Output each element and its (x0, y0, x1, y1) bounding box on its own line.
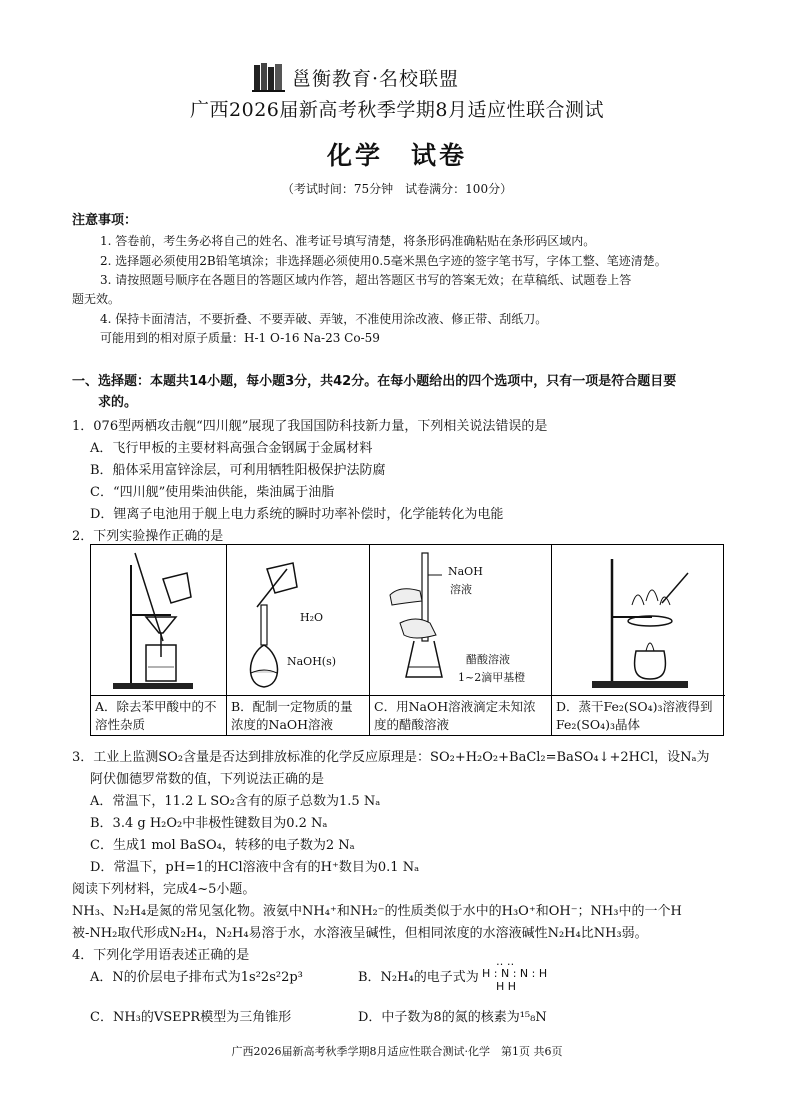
q3-stem-2: 阿伏伽德罗常数的值，下列说法正确的是 (90, 772, 325, 787)
q2-cell-d (552, 545, 725, 735)
q4-option-c: C．NH₃的VSEPR模型为三角锥形 (90, 1010, 292, 1025)
q3-option-b: B．3.4 g H₂O₂中非极性键数目为0.2 Nₐ (90, 816, 328, 831)
q4-option-d: D．中子数为8的氮的核素为¹⁵₈N (358, 1010, 547, 1025)
section-title: 一、选择题：本题共14小题，每小题3分，共42分。在每小题给出的四个选项中，只有一项是符合题目要 (72, 374, 677, 389)
q4-option-a: A．N的价层电子排布式为1s²2s²2p³ (90, 970, 303, 985)
q3-option-a: A．常温下，11.2 L SO₂含有的原子总数为1.5 Nₐ (90, 794, 381, 809)
notice-title: 注意事项： (72, 213, 138, 228)
q2-caption-b: B．配制一定物质的量浓度的NaOH溶液 (227, 695, 369, 737)
q4-stem: 4．下列化学用语表述正确的是 (72, 948, 250, 963)
electron-formula-bottom: H H (496, 980, 517, 993)
acetic-acid-label: 醋酸溶液 (466, 653, 510, 666)
q4-option-b: B．N₂H₄的电子式为 (358, 970, 479, 985)
n2h4-electron-formula (482, 957, 547, 993)
methyl-orange-label: 1~2滴甲基橙 (458, 671, 526, 684)
naoh-solution-label-2: 溶液 (450, 583, 472, 596)
notice-item: 题无效。 (72, 292, 121, 306)
q1-option-d: D．锂离子电池用于舰上电力系统的瞬时功率补偿时，化学能转化为电能 (90, 507, 504, 522)
q2-cell-a (91, 545, 227, 735)
naoh-solid-label: NaOH(s) (287, 655, 337, 668)
exam-title: 广西2026届新高考秋季学期8月适应性联合测试 (190, 99, 604, 121)
filtration-apparatus-icon (91, 545, 227, 695)
q2-figure-table (90, 544, 724, 736)
subject-title: 化学 试卷 (326, 141, 467, 170)
notice-item: 1. 答卷前，考生务必将自己的姓名、准考证号填写清楚，将条形码准确粘贴在条形码区域内。 (100, 234, 596, 248)
books-logo-icon (252, 61, 286, 93)
page-footer: 广西2026届新高考秋季学期8月适应性联合测试·化学 第1页 共6页 (231, 1045, 563, 1058)
q2-cell-c (370, 545, 552, 735)
q2-cell-b (227, 545, 370, 735)
notice-item: 4. 保持卡面清洁，不要折叠、不要弄破、弄皱，不准使用涂改液、修正带、刮纸刀。 (100, 312, 548, 326)
notice-item: 3. 请按照题号顺序在各题目的答题区域内作答，超出答题区书写的答案无效；在草稿纸、试题卷上答 (100, 273, 632, 287)
naoh-solution-label-1: NaOH (448, 565, 483, 578)
atomic-mass-line: 可能用到的相对原子质量：H-1 O-16 Na-23 Co-59 (100, 331, 380, 345)
evaporation-apparatus-icon (552, 545, 725, 695)
org-name: 邕衡教育·名校联盟 (292, 67, 460, 90)
section-title-cont: 求的。 (98, 395, 138, 410)
q2-caption-a: A．除去苯甲酸中的不溶性杂质 (91, 695, 226, 737)
q2-caption-c: C．用NaOH溶液滴定未知浓度的醋酸溶液 (370, 695, 551, 737)
q3-stem-1: 3．工业上监测SO₂含量是否达到排放标准的化学反应原理是：SO₂+H₂O₂+BaCl₂=BaSO₄↓+2HCl，设Nₐ为 (72, 750, 710, 765)
h2o-label: H₂O (300, 611, 324, 624)
q1-stem: 1．076型两栖攻击舰“四川舰”展现了我国国防科技新力量，下列相关说法错误的是 (72, 419, 548, 434)
q1-option-a: A．飞行甲板的主要材料高强合金钢属于金属材料 (90, 441, 373, 456)
electron-formula-top: ‥ ‥ (496, 955, 515, 968)
reading-line-1: NH₃、N₂H₄是氮的常见氢化物。液氨中NH₄⁺和NH₂⁻的性质类似于水中的H₃O⁺和OH⁻；NH₃中的一个H (72, 904, 682, 919)
reading-intro: 阅读下列材料，完成4~5小题。 (72, 882, 256, 897)
exam-info: （考试时间：75分钟 试卷满分：100分） (281, 182, 513, 196)
reading-line-2: 被-NH₂取代形成N₂H₄，N₂H₄易溶于水，水溶液呈碱性，但相同浓度的水溶液碱性N₂H₄比NH₃弱。 (72, 926, 648, 941)
q3-option-c: C．生成1 mol BaSO₄，转移的电子数为2 Nₐ (90, 838, 355, 853)
q1-option-b: B．船体采用富锌涂层，可利用牺牲阳极保护法防腐 (90, 463, 386, 478)
q2-stem: 2．下列实验操作正确的是 (72, 529, 224, 544)
electron-formula-mid: H : N : N : H (482, 967, 548, 980)
volumetric-flask-icon (227, 545, 370, 695)
notice-item: 2. 选择题必须使用2B铅笔填涂；非选择题必须使用0.5毫米黑色字迹的签字笔书写，字体工整、笔迹清楚。 (100, 254, 667, 268)
header-logo-row (252, 60, 459, 94)
q3-option-d: D．常温下，pH=1的HCl溶液中含有的H⁺数目为0.1 Nₐ (90, 860, 420, 875)
q2-caption-d: D．蒸干Fe₂(SO₄)₃溶液得到Fe₂(SO₄)₃晶体 (552, 695, 725, 737)
q1-option-c: C．“四川舰”使用柴油供能，柴油属于油脂 (90, 485, 335, 500)
